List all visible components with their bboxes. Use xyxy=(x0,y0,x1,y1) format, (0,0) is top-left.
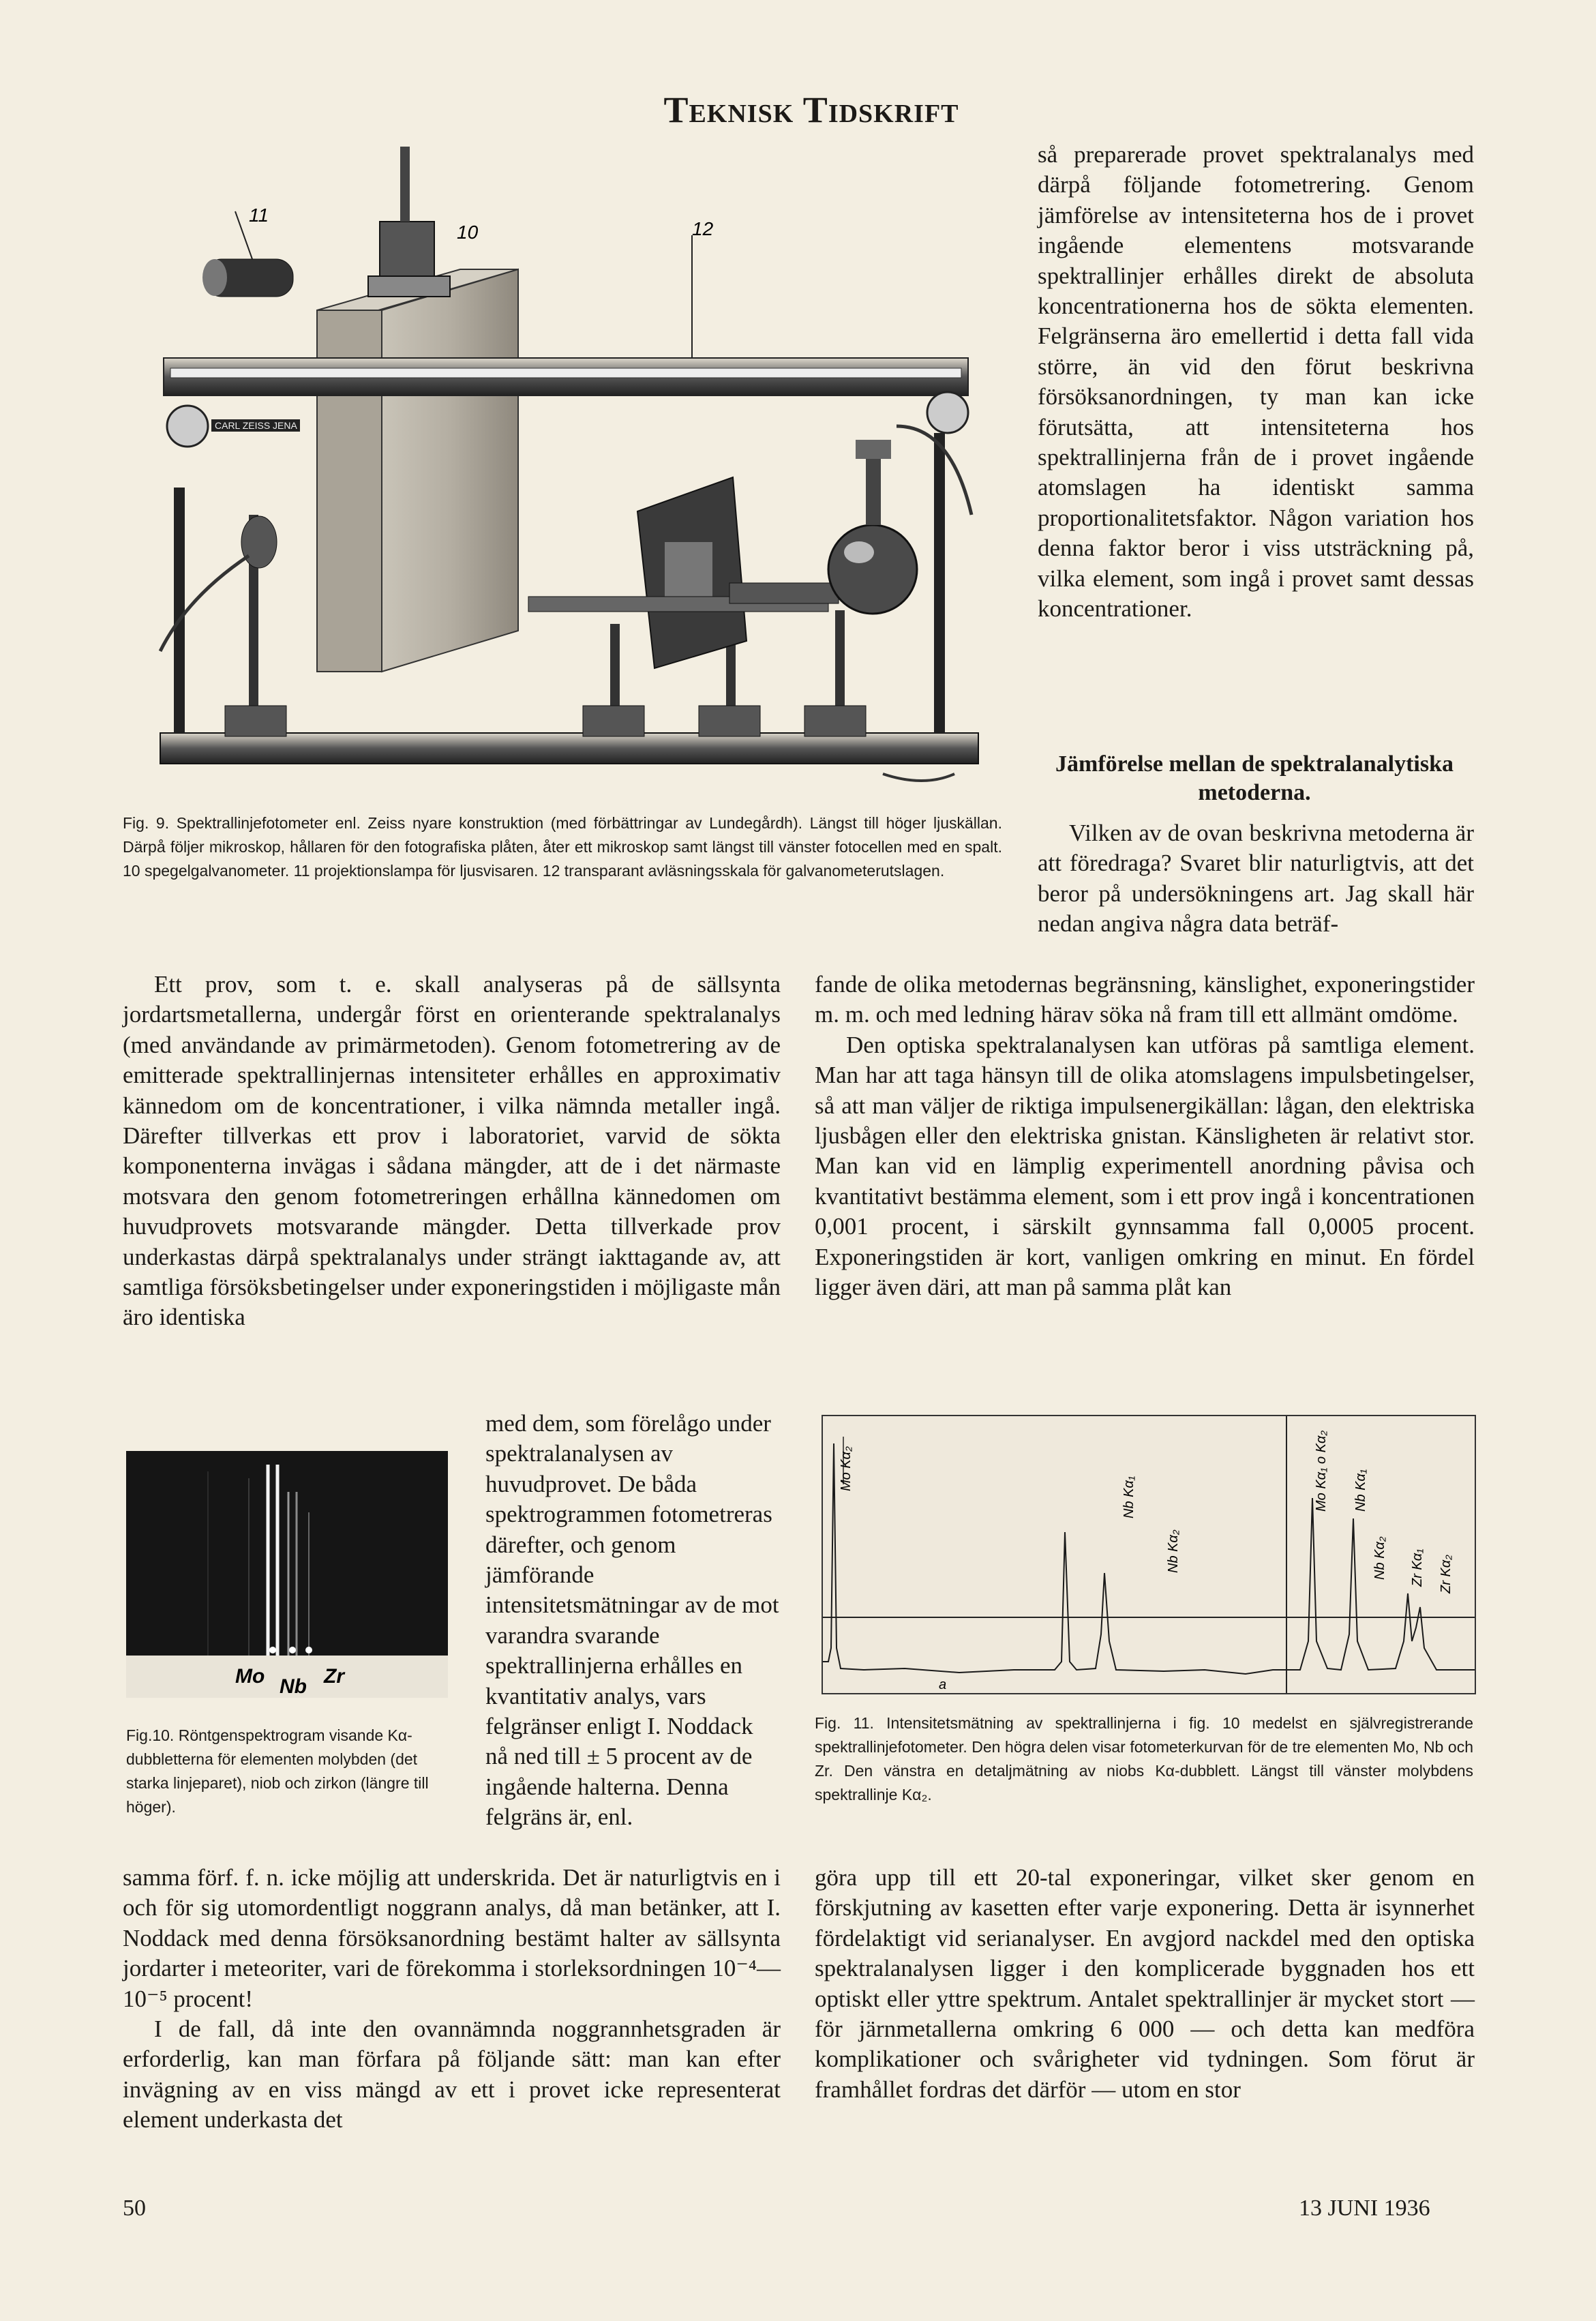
label-nb-ka2-right: Nb Kα₂ xyxy=(1372,1536,1387,1580)
right-column-mid xyxy=(815,970,1475,1302)
label-11: 11 xyxy=(249,205,269,226)
right-p1: Vilken av de ovan beskrivna metoderna är att föredraga? Svaret blir naturligtvis, att det beror på undersökningens art. Jag skall här nedan angiva några data beträf- xyxy=(1038,820,1474,938)
left-bottom-p2: I de fall, då inte den ovannämnda noggrannhetsgraden är erforderlig, kan man förfara på följande sätt: man kan efter invägning av en viss mängd av ett i provet icke representerat element underkasta det xyxy=(123,2016,781,2133)
label-a: a xyxy=(939,1677,947,1692)
label-12: 12 xyxy=(692,218,714,239)
left-bottom-p1: samma förf. f. n. icke möjlig att underskrida. Det är naturligtvis en i och för sig utomordentligt noggrann analys, då man betänker, att I. Noddack med denna försöksanordning bestämt halter av sällsynta jordarter i meteoriter, vari de förekomma i storleksordningen 10⁻⁴—10⁻⁵ procent! xyxy=(123,1864,781,2012)
label-zr: Zr xyxy=(324,1665,344,1688)
right-mid-p2: Den optiska spektralanalysen kan utföras på samtliga element. Man har att taga hänsyn till de olika atomslagens impulsbetingelser, så att man väljer de riktiga impulsenergikällan: lågan, den elektriska ljusbågen eller den elektriska gnistan. Känsligheten är relativt stor. Man kan vid en lämplig experimentell anordning påvisa och kvantitativt bestämma element, som i ett prov ingå i koncentrationen 0,001 procent, i särskilt gynnsamma fall 0,0005 procent. Exponeringstiden är kort, vanligen omkring en minut. En fördel ligger även däri, att man på samma plåt kan xyxy=(815,1031,1475,1301)
masthead: Teknisk Tidskrift xyxy=(663,89,959,130)
label-mo: Mo xyxy=(235,1665,265,1688)
label-nb-ka2: Nb Kα₂ xyxy=(1166,1529,1181,1573)
fig9-drawing xyxy=(147,133,1006,805)
left-column-bottom xyxy=(123,1863,781,2136)
label-nb-ka1-right: Nb Kα₁ xyxy=(1353,1469,1368,1512)
fig11-plot xyxy=(822,1415,1476,1694)
label-zr-ka1: Zr Kα₁ xyxy=(1410,1548,1425,1587)
label-mo-ka1-ka2: Mo Kα₁ o Kα₂ xyxy=(1314,1430,1329,1512)
brand-label: CARL ZEISS JENA xyxy=(215,420,297,431)
label-zr-ka2: Zr Kα₂ xyxy=(1439,1555,1454,1593)
label-mo-ka2: Mo Kα₂ xyxy=(839,1446,854,1491)
section-heading: Jämförelse mellan de spektralanalytiska metoderna. xyxy=(1055,751,1454,805)
fig10-caption: Fig.10. Röntgenspektrogram visande Kα-dubbletterna för elementen molybden (det starka linjeparet), niob och zirkon (längre till höger). xyxy=(126,1726,429,1816)
left-column-narrow xyxy=(485,1409,781,1833)
fig11-caption: Fig. 11. Intensitetsmätning av spektrallinjerna i fig. 10 medelst en självregistrerande spektrallinjefotometer. Den högra delen visar fotometerkurvan för de tre elementen Mo, Nb och Zr. Den vänstra en detaljmätning av niobs Kα-dubblett. Längst till vänster molybdens spektrallinje Kα₂. xyxy=(815,1714,1473,1803)
fig9-caption: Fig. 9. Spektrallinjefotometer enl. Zeiss nyare konstruktion (med förbättringar av Lundegårdh). Längst till höger ljuskällan. Därpå följer mikroskop, hållaren för den fotografiska plåten, åter ett mikroskop samt längst till vänster fotocellen med en spalt. 10 spegelgalvanometer. 11 projektionslampa för ljusvisaren. 12 transparant avläsningsskala för galvanometerutslagen. xyxy=(123,814,1002,880)
page-number: 50 xyxy=(123,2196,146,2221)
right-column-bottom xyxy=(815,1863,1475,2105)
right-bottom-paragraph: göra upp till ett 20-tal exponeringar, vilket sker genom en förskjutning av kasetten efter varje exponering. Detta är isynnerhet fördelaktigt vid serianalyser. En avgjord nackdel med den optiska spektralanalysen ligger i den komplicerade byggnaden hos ett optiskt eller yttre spektrum. Antalet spektrallinjer är mycket stort — för järnmetallerna omkring 6 000 — och detta kan medföra komplikationer och svårigheter vid tydningen. Som förut är framhållet fordras det därför — utom en stor xyxy=(815,1864,1475,2103)
label-nb: Nb xyxy=(280,1675,307,1698)
right-column-top xyxy=(1038,140,1474,625)
left-top-paragraph: Ett prov, som t. e. skall analyseras på de sällsynta jordartsmetallerna, undergår först en orienterande spektralanalys (med användande av primärmetoden). Genom fotometrering av de emitterade spektrallinjernas intensiteter erhålles en approximativ kännedom om de koncentrationer, i vilka nämnda metaller ingå. Därefter tillverkas ett prov i laboratoriet, varvid de sökta komponenterna invägas i sådana mängder, att de i det närmaste motsvara den genom fotometreringen erhållna kännedomen om huvudprovets motsvarande mängder. Detta tillverkade prov underkastas därpå spektralanalys under strängt iakttagande av, att samtliga försöksbetingelser under exponeringstiden i möjligaste mån äro identiska xyxy=(123,971,781,1331)
right-column-p1 xyxy=(1038,818,1474,940)
left-narrow-paragraph: med dem, som förelågo under spektralanalysen av huvudprovet. De båda spektrogrammen fotometreras därefter, och genom jämförande intensitetsmätningar av de mot varandra svarande spektrallinjerna erhålles en kvantitativ analys, vars felgränser enligt I. Noddack nå ned till ± 5 procent av de ingående halterna. Denna felgräns är, enl. xyxy=(485,1410,779,1831)
fig10-spectrogram xyxy=(126,1451,448,1698)
fig9-illustration xyxy=(147,133,1006,805)
label-nb-ka1: Nb Kα₁ xyxy=(1121,1476,1136,1518)
fig10-drawing xyxy=(126,1451,448,1698)
issue-date: 13 JUNI 1936 xyxy=(1299,2196,1430,2221)
left-column-top xyxy=(123,970,781,1333)
label-10: 10 xyxy=(457,222,479,243)
right-mid-p1: fande de olika metodernas begränsning, känslighet, exponeringstider m. m. och med ledning härav söka nå fram till ett allmänt omdöme. xyxy=(815,971,1475,1028)
right-top-paragraph: så preparerade provet spektralanalys med därpå följande fotometrering. Genom jämförelse av intensiteterna hos de i provet ingående elementens motsvarande spektrallinjer erhålles direkt de absoluta koncentrationerna hos de sökta elementen. Felgränserna äro emellertid i detta fall vida större, än vid den förut beskrivna försöksanordningen, ty man kan icke förutsätta, att intensiteterna hos spektrallinjerna från de i provet ingående atomslagen ha identiskt samma proportionalitetsfaktor. Någon variation hos denna faktor beror i viss utsträckning på, vilka element, som ingå i provet samt dessas koncentrationer. xyxy=(1038,141,1474,623)
fig11-drawing xyxy=(823,1416,1475,1693)
